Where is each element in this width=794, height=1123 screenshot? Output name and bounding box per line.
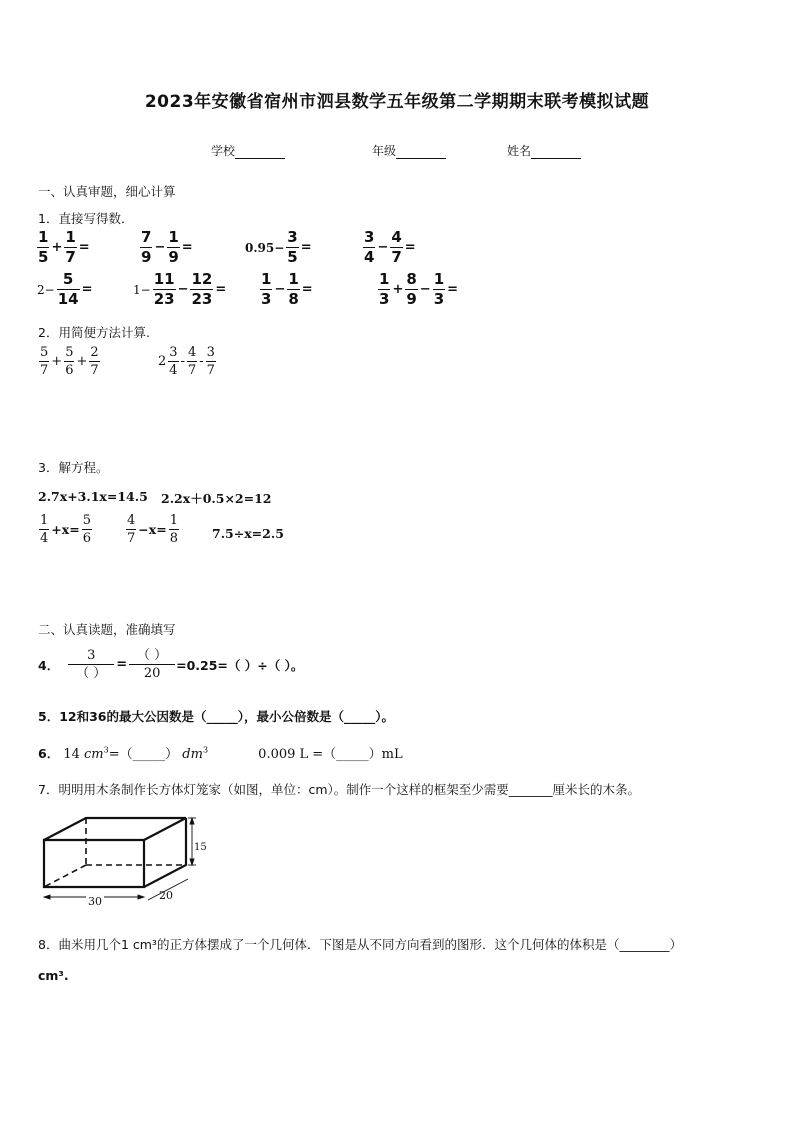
q1-item-2: $\frac{7}{9}$ − $\frac{1}{9}$ = <box>141 228 193 266</box>
grade-field <box>372 142 446 159</box>
fraction: $\frac{( )}{20}$ <box>129 649 175 680</box>
fraction: $\frac{5}{7}$ <box>40 345 49 378</box>
name-blank[interactable] <box>531 144 581 159</box>
school-blank[interactable] <box>235 144 285 159</box>
q8-line-2: cm³. <box>38 968 69 983</box>
fraction: $\frac{5}{6}$ <box>65 345 74 378</box>
q1-item-3: 0.95− $\frac{3}{5}$ = <box>245 228 312 266</box>
fraction: $\frac{1}{8}$ <box>169 513 178 546</box>
fraction: $\frac{1}{4}$ <box>40 513 49 546</box>
width-label: 20 <box>159 889 173 902</box>
q1-label: 1．直接写得数． <box>38 211 134 226</box>
fraction: $\frac{12}{23}$ <box>191 270 213 308</box>
q7: 7．明明用木条制作长方体灯笼家（如图，单位：cm）。制作一个这样的框架至少需要_______厘米长的木条。 <box>38 782 641 797</box>
school-label: 学校 <box>211 144 236 158</box>
fraction: $\frac{1}{8}$ <box>288 270 299 308</box>
section1-heading: 一、认真审题，细心计算 <box>38 184 176 199</box>
school-field <box>211 142 285 159</box>
fraction: $\frac{1}{7}$ <box>65 228 76 266</box>
q1-item-1: $\frac{1}{5}$ + $\frac{1}{7}$ = <box>38 228 90 266</box>
length-label: 30 <box>88 895 102 908</box>
fraction: $\frac{3}{4}$ <box>364 228 375 266</box>
name-label: 姓名 <box>507 144 532 158</box>
fraction: $\frac{7}{9}$ <box>141 228 152 266</box>
fraction: $\frac{11}{23}$ <box>153 270 175 308</box>
q1-item-5: 2− $\frac{5}{14}$ = <box>37 270 93 308</box>
fraction: $\frac{1}{3}$ <box>261 270 272 308</box>
fraction: $\frac{1}{5}$ <box>38 228 49 266</box>
q1-item-7: $\frac{1}{3}$ − $\frac{1}{8}$ = <box>261 270 313 308</box>
cuboid-top-face <box>44 818 186 840</box>
q2-expression-2: 2 $\frac{3}{4}$ - $\frac{4}{7}$ - $\frac{3}{7}$ <box>158 345 215 378</box>
q3-label: 3．解方程。 <box>38 460 109 475</box>
q6: 6． 14 $cm^3=(\_\_\_\_\_)$ $dm^3$ 0.009 L =（_____）mL <box>38 745 403 762</box>
q8-line-1: 8．曲米用几个1 cm³的正方体摆成了一个几何体．下图是从不同方向看到的图形．这个几何体的体积是（________） <box>38 937 682 952</box>
fraction: $\frac{1}{9}$ <box>168 228 179 266</box>
equation-5: 7.5÷x=2.5 <box>212 526 284 541</box>
q2-label: 2．用简便方法计算. <box>38 325 150 340</box>
equation-3: $\frac{1}{4}$ +x= $\frac{5}{6}$ <box>40 513 91 546</box>
fraction: $\frac{8}{9}$ <box>406 270 417 308</box>
equation-4: $\frac{4}{7}$ −x= $\frac{1}{8}$ <box>127 513 178 546</box>
grade-label: 年级 <box>372 144 397 158</box>
equation-2: 2.2x＋0.5×2=12 <box>161 491 272 506</box>
q1-item-4: $\frac{3}{4}$ − $\frac{4}{7}$ = <box>364 228 416 266</box>
q1-item-6: 1− $\frac{11}{23}$ − $\frac{12}{23}$ = <box>133 270 227 308</box>
fraction: $\frac{1}{3}$ <box>433 270 445 308</box>
fraction: $\frac{4}{7}$ <box>127 513 136 546</box>
fraction: $\frac{2}{7}$ <box>90 345 99 378</box>
q5: 5．12和36的最大公因数是（_____），最小公倍数是（_____）。 <box>38 709 394 724</box>
fraction: $\frac{5}{14}$ <box>57 270 79 308</box>
equation-1: 2.7x+3.1x=14.5 <box>38 489 148 504</box>
fraction: $\frac{3}{5}$ <box>287 228 298 266</box>
q1-item-8: $\frac{1}{3}$ + $\frac{8}{9}$ − $\frac{1}{3}$ = <box>379 270 459 308</box>
fraction: $\frac{1}{3}$ <box>379 270 390 308</box>
q4: 4． $\frac{3}{( )}$ = $\frac{( )}{20}$ =0.25=（ ）÷（ ）。 <box>38 648 304 681</box>
q2-expression-1: $\frac{5}{7}$ + $\frac{5}{6}$ + $\frac{2}{7}$ <box>40 345 99 378</box>
fraction: $\frac{4}{7}$ <box>391 228 402 266</box>
grade-blank[interactable] <box>396 144 446 159</box>
fraction: $\frac{3}{( )}$ <box>68 649 114 680</box>
fraction: $\frac{3}{4}$ <box>169 345 178 378</box>
fraction: $\frac{4}{7}$ <box>187 345 197 378</box>
page-title: 2023年安徽省宿州市泗县数学五年级第二学期期末联考模拟试题 <box>144 92 650 112</box>
name-field <box>507 142 581 159</box>
cuboid-figure <box>36 812 216 912</box>
section2-heading: 二、认真读题，准确填写 <box>38 622 176 637</box>
fraction: $\frac{5}{6}$ <box>82 513 91 546</box>
fraction: $\frac{3}{7}$ <box>206 345 215 378</box>
height-label: 15 <box>194 842 207 853</box>
